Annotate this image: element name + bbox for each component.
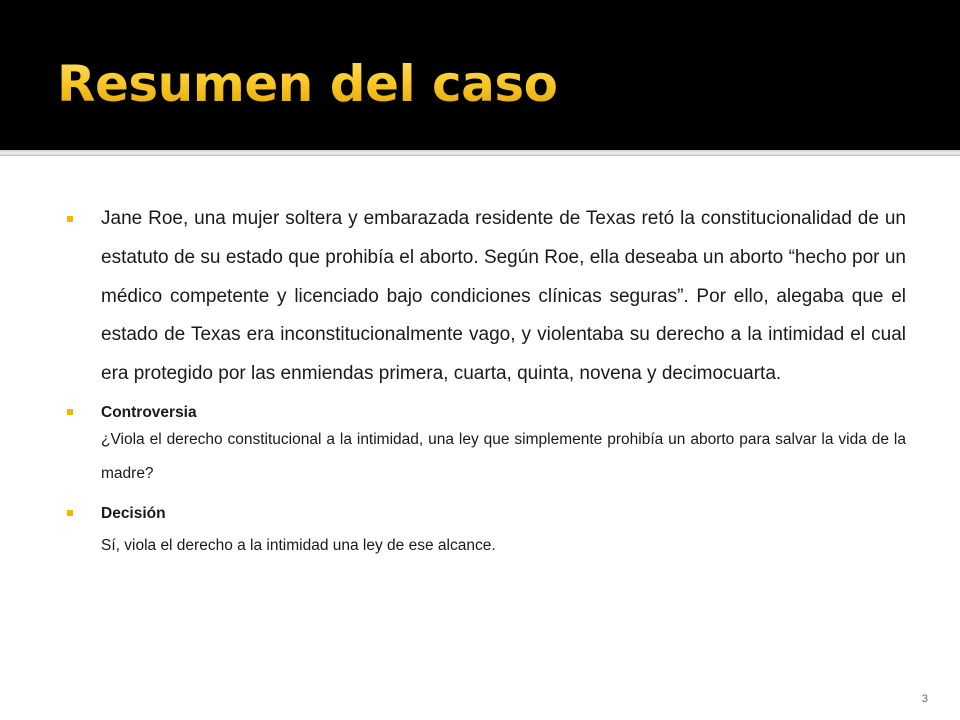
page-number: 3 [921, 693, 928, 705]
bullet-decision-heading: Decisión [101, 504, 166, 522]
bullet-case-summary [60, 200, 906, 394]
bullet-case-summary-text: Jane Roe, una mujer soltera y embarazada residente de Texas retó la constitucionalidad de un estatuto de su estado que prohibía el aborto. Según Roe, ella deseaba un aborto “hecho por un médico competente y licenciado bajo condiciones clínicas seguras”. Por ello, alegaba que el estado de Texas era inconstitucionalmente vago, y violentaba su derecho a la intimidad el cual era protegido por las enmiendas primera, cuarta, quinta, novena y decimocuarta. [101, 208, 906, 385]
slide-title: Resumen del caso [57, 52, 558, 116]
title-band [0, 0, 960, 150]
bullet-controversy [60, 402, 906, 491]
bullet-decision [60, 503, 906, 563]
bullet-controversy-text: ¿Viola el derecho constitucional a la intimidad, una ley que simplemente prohibía un aborto para salvar la vida de la madre? [101, 430, 906, 482]
bullet-marker-icon [67, 510, 73, 516]
bullet-marker-icon [67, 409, 73, 415]
bullet-controversy-heading: Controversia [101, 403, 197, 421]
title-divider [0, 150, 960, 156]
bullet-marker-icon [67, 216, 73, 222]
bullet-decision-text: Sí, viola el derecho a la intimidad una ley de ese alcance. [101, 536, 496, 554]
slide-content [60, 200, 906, 670]
